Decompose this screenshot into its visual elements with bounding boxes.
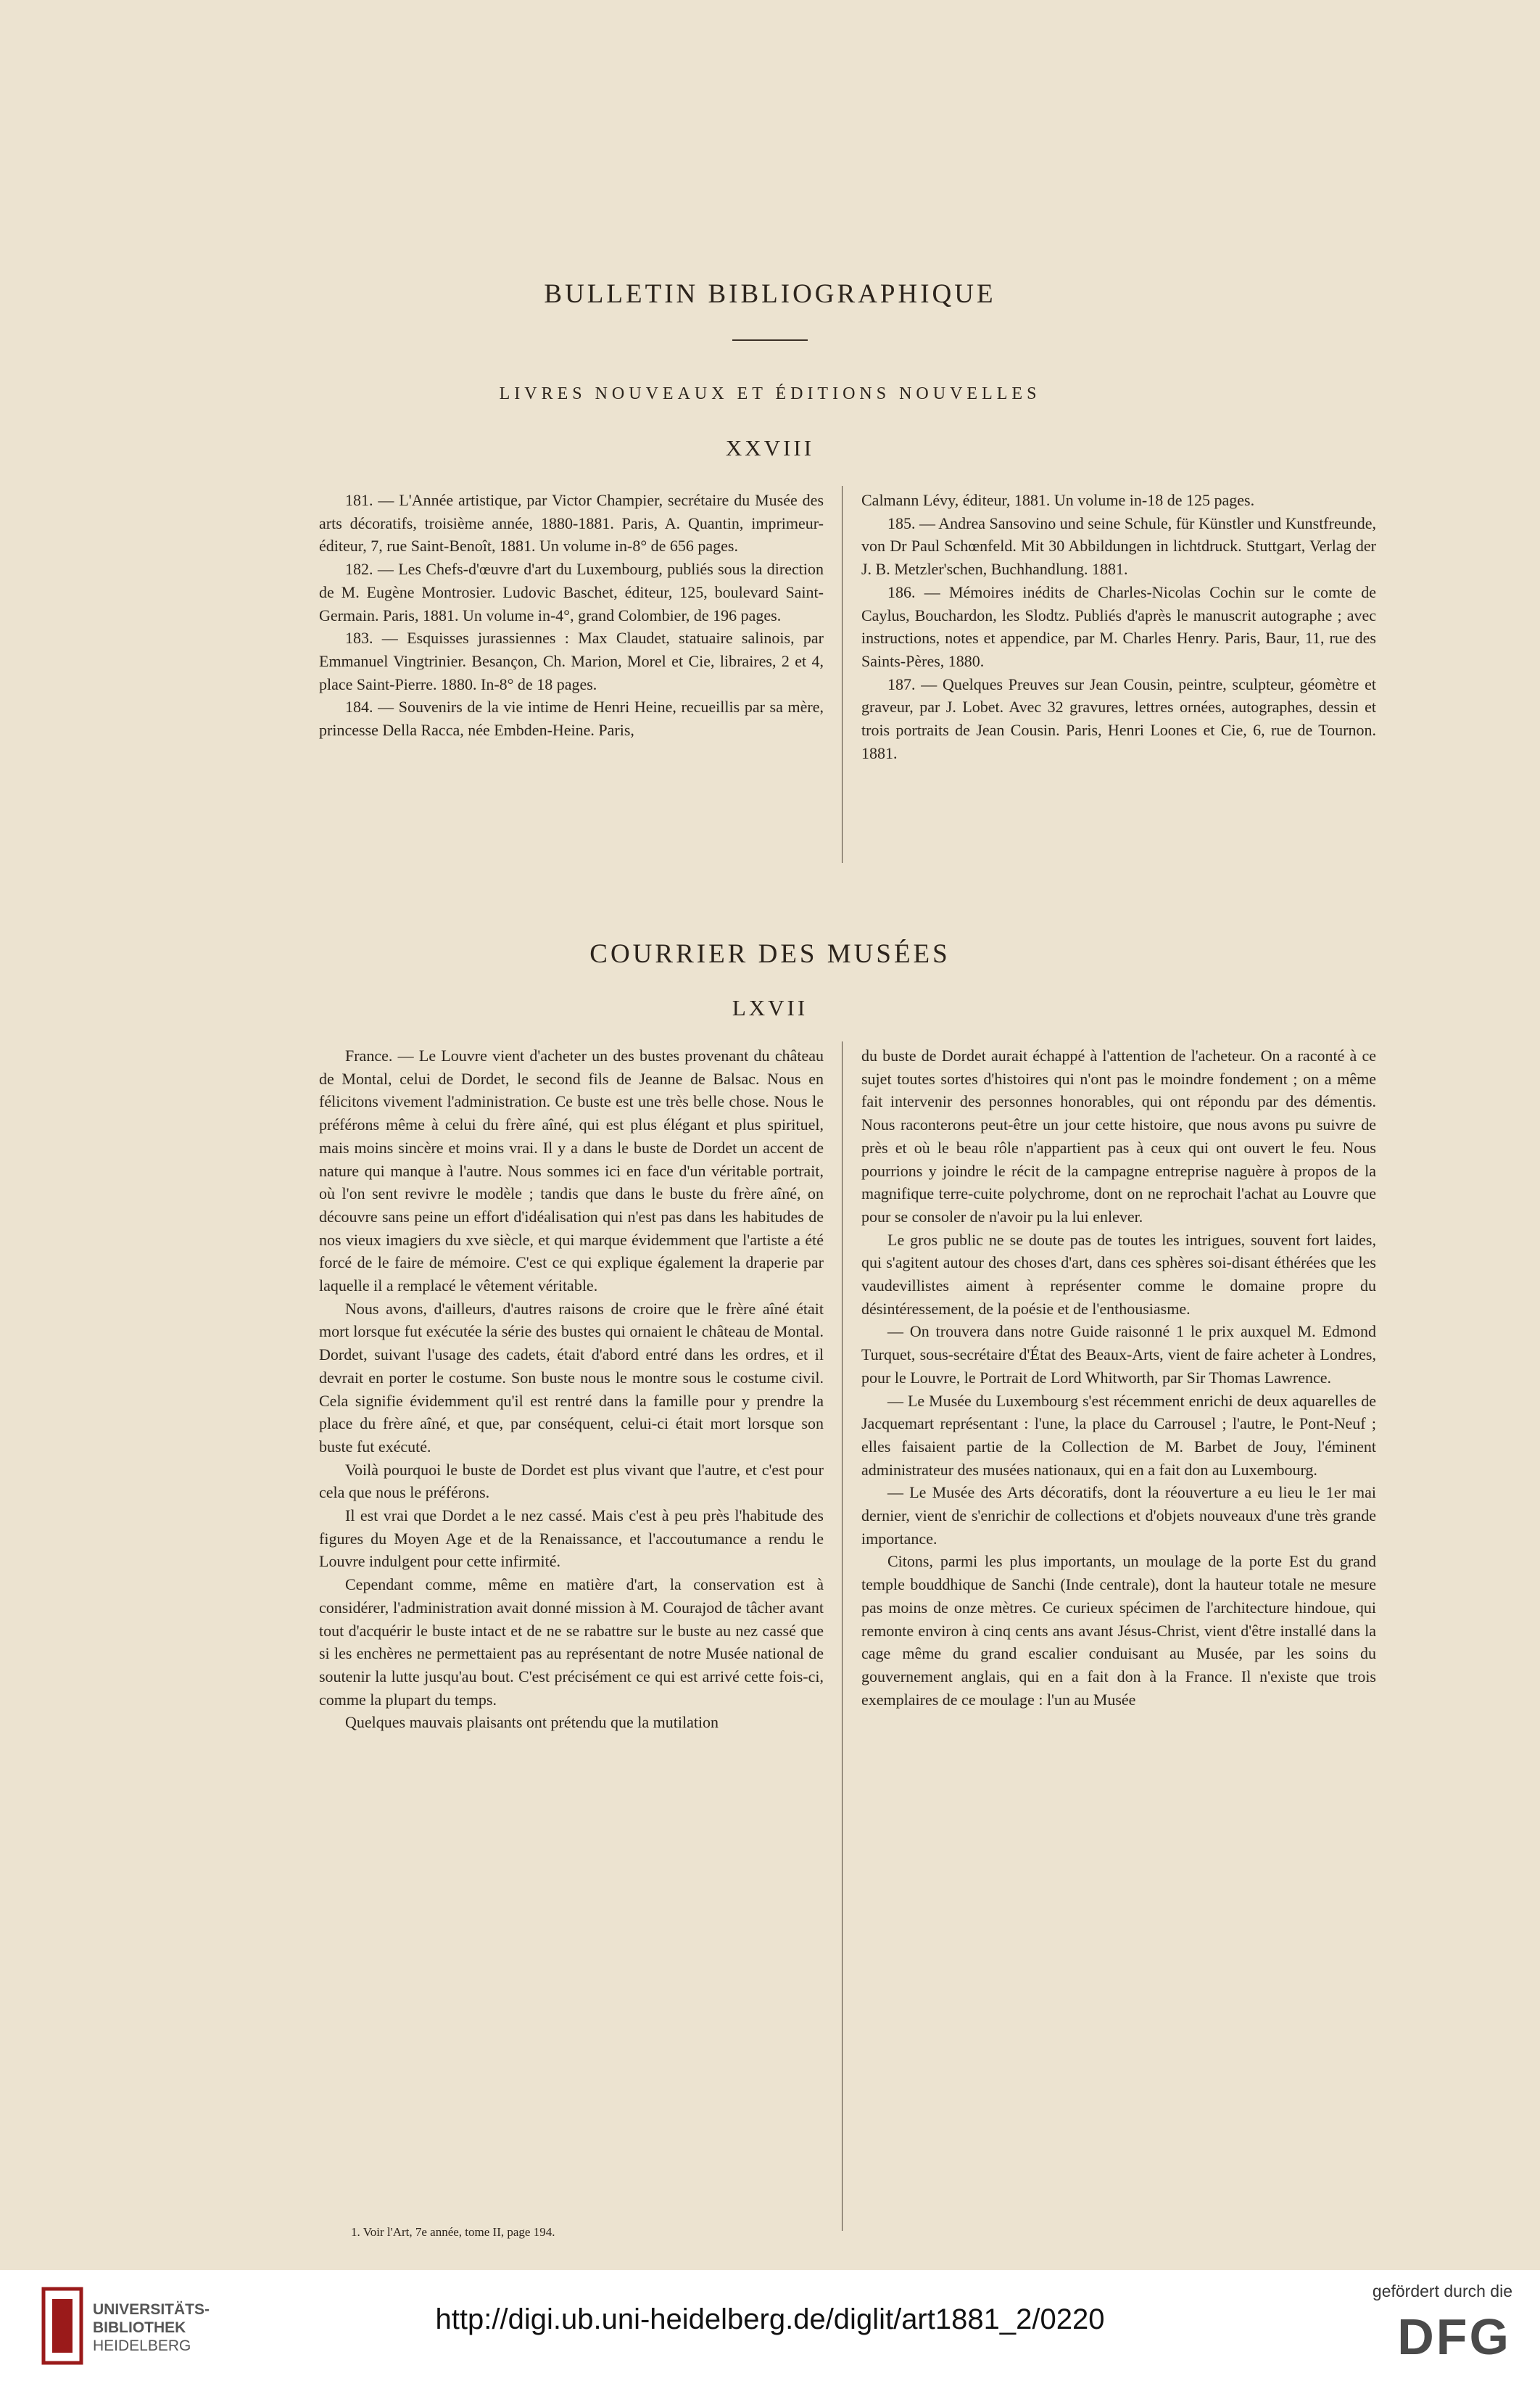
section-number-2: LXVII: [732, 995, 808, 1020]
article-column-left: [319, 1044, 824, 1734]
column-separator: [842, 1041, 843, 2231]
bibliography-column-left: [319, 489, 824, 742]
bib-entry: Calmann Lévy, éditeur, 1881. Un volume in-18 de 125 pages.: [861, 491, 1255, 509]
bibliography-column-right: [861, 489, 1376, 764]
bib-entry: 182. — Les Chefs-d'œuvre d'art du Luxembourg, publiés sous la direction de M. Eugène Montrosier. Ludovic Baschet, éditeur, 125, boulevard Saint-Germain. Paris, 1881. Un volume in-4°, grand Colombier, de 196 pages.: [319, 560, 824, 624]
viewer-footer: [0, 2270, 1540, 2381]
library-logo-text: UNIVERSITÄTS- BIBLIOTHEK HEIDELBERG: [93, 2301, 210, 2354]
bulletin-title: BULLETIN BIBLIOGRAPHIQUE: [544, 279, 996, 309]
article-paragraph: — Le Musée du Luxembourg s'est récemment enrichi de deux aquarelles de Jacquemart représentant : l'une, la place du Carrousel ; l'autre, le Pont-Neuf ; elles faisaient partie de la Collection de M. Barbet de Jouy, l'éminent administrateur des musées nationaux, qui en a fait don au Luxembourg.: [861, 1391, 1376, 1479]
article-paragraph: — On trouvera dans notre Guide raisonné 1 le prix auxquel M. Edmond Turquet, sous-secrétaire d'État des Beaux-Arts, vient de faire acheter à Londres, pour le Louvre, le Portrait de Lord Whitworth, par Sir Thomas Lawrence.: [861, 1322, 1376, 1387]
article-paragraph: Voilà pourquoi le buste de Dordet est plus vivant que l'autre, et c'est pour cela que nous le préférons.: [319, 1460, 824, 1502]
article-paragraph: Citons, parmi les plus importants, un moulage de la porte Est du grand temple bouddhique de Sanchi (Inde centrale), dont la hauteur totale ne mesure pas moins de onze mètres. Ce curieux spécimen de l'architecture hindoue, qui remonte environ à cinq cents ans avant Jésus-Christ, vient d'être installé dans la cage même du grand escalier conduisant au Musée, par les soins du gouvernement anglais, qui en a fait don à la France. Il n'existe que trois exemplaires de ce moulage : l'un au Musée: [861, 1552, 1376, 1709]
article-paragraph: Il est vrai que Dordet a le nez cassé. Mais c'est à peu près l'habitude des figures du Moyen Age et de la Renaissance, et l'accoutumance a rendu le Louvre indulgent pour cette infirmité.: [319, 1506, 824, 1571]
section-title: COURRIER DES MUSÉES: [589, 939, 951, 969]
bulletin-subtitle: LIVRES NOUVEAUX ET ÉDITIONS NOUVELLES: [499, 384, 1041, 403]
column-separator: [842, 486, 843, 863]
bib-entry: 181. — L'Année artistique, par Victor Champier, secrétaire du Musée des arts décoratifs, troisième année, 1880-1881. Paris, A. Quantin, imprimeur-éditeur, 7, rue Saint-Benoît, 1881. Un volume in-8° de 656 pages.: [319, 491, 824, 556]
dfg-logo: DFG: [1397, 2308, 1511, 2365]
article-paragraph: Le gros public ne se doute pas de toutes les intrigues, souvent fort laides, qui s'agitent autour des choses d'art, dans ces sphères soi-disant éthérées que les vaudevillistes aiment à représenter comme le domaine propre du désintéressement, de la poésie et de l'enthousiasme.: [861, 1230, 1376, 1318]
bib-entry: 187. — Quelques Preuves sur Jean Cousin, peintre, sculpteur, géomètre et graveur, par J. Lobet. Avec 32 gravures, lettres ornées, autographes, dessin et trois portraits de Jean Cousin. Paris, Henri Loones et Cie, 6, rue de Tournon. 1881.: [861, 674, 1376, 762]
article-paragraph: France. — Le Louvre vient d'acheter un des bustes provenant du château de Montal, celui de Dordet, le second fils de Jeanne de Balsac. Nous en félicitons vivement l'administration. Ce buste est une très belle chose. Nous le préférons même à celui du frère aîné, qui est plus élégant et plus spirituel, mais moins sincère et moins vrai. Il y a dans le buste de Dordet un accent de nature qui manque à l'autre. Nous sommes ici en face d'un véritable portrait, où l'on sent revivre le modèle ; tandis que dans le buste du frère aîné, on découvre sans peine un effort d'idéalisation qui n'est pas dans les habitudes de nos vieux imagiers du xve siècle, et qui marque évidemment que l'artiste a été forcé de le faire de mémoire. C'est ce qui explique également la draperie par laquelle il a remplacé le vêtement véritable.: [319, 1047, 824, 1295]
bib-entry: 186. — Mémoires inédits de Charles-Nicolas Cochin sur le comte de Caylus, Bouchardon, les Slodtz. Publiés d'après le manuscrit autographe ; avec instructions, notes et appendice, par M. Charles Henry. Paris, Baur, 11, rue des Saints-Pères, 1880.: [861, 582, 1376, 670]
article-column-right: [861, 1044, 1376, 1711]
funding-text: gefördert durch die: [1372, 2282, 1512, 2300]
article-paragraph: Nous avons, d'ailleurs, d'autres raisons de croire que le frère aîné était mort lorsque fut exécutée la série des bustes qui ornaient le château de Montal. Dordet, suivant l'usage des cadets, était d'abord entré dans les ordres, et il devrait en porter le costume. Son buste nous le montre sous le costume civil. Cela signifie évidemment qu'il est rentré dans la famille pour y prendre la place du frère aîné, et que, par conséquent, celui-ci était mort lorsque son buste fut exécuté.: [319, 1299, 824, 1456]
title-rule: [732, 339, 808, 341]
footnote: 1. Voir l'Art, 7e année, tome II, page 194.: [351, 2225, 555, 2239]
article-paragraph: — Le Musée des Arts décoratifs, dont la réouverture a eu lieu le 1er mai dernier, vient de s'enrichir de collections et d'objets nouveaux d'une très grande importance.: [861, 1483, 1376, 1548]
section-number-1: XXVIII: [725, 435, 815, 461]
article-paragraph: Quelques mauvais plaisants ont prétendu que la mutilation: [345, 1713, 719, 1732]
article-paragraph: Cependant comme, même en matière d'art, la conservation est à considérer, l'administration avait donné mission à M. Courajod de tâcher avant tout d'acquérir le buste intact et de ne se rabattre sur le buste au nez cassé que si les enchères ne permettaient pas au représentant de notre Musée national de soutenir la lutte jusqu'au bout. C'est précisément ce qui est arrivé cette fois-ci, comme la plupart du temps.: [319, 1575, 824, 1709]
document-url-link[interactable]: http://digi.ub.uni-heidelberg.de/diglit/art1881_2/0220: [435, 2303, 1105, 2335]
bib-entry: 185. — Andrea Sansovino und seine Schule, für Künstler und Kunstfreunde, von Dr Paul Schœnfeld. Mit 30 Abbildungen in lichtdruck. Stuttgart, Verlag der J. B. Metzler'schen, Buchhandlung. 1881.: [861, 513, 1376, 579]
article-paragraph: du buste de Dordet aurait échappé à l'attention de l'acheteur. On a raconté à ce sujet toutes sortes d'histoires qui n'ont pas le moindre fondement ; on a même fait intervenir des personnes honorables, qui ont répondu par des démentis. Nous raconterons peut-être un jour cette histoire, que nous avons pu suivre de près et où le beau rôle n'appartient pas à ceux qui ont ouvert le feu. Nous pourrions y joindre le récit de la campagne entreprise naguère à propos de la magnifique terre-cuite polychrome, dont on ne reprochait l'achat au Louvre que pour se consoler de n'avoir pu la lui enlever.: [861, 1047, 1376, 1226]
bib-entry: 184. — Souvenirs de la vie intime de Henri Heine, recueillis par sa mère, princesse Della Racca, née Embden-Heine. Paris,: [319, 698, 824, 740]
bib-entry: 183. — Esquisses jurassiennes : Max Claudet, statuaire salinois, par Emmanuel Vingtrinier. Besançon, Ch. Marion, Morel et Cie, libraires, 2 et 4, place Saint-Pierre. 1880. In-8° de 18 pages.: [319, 629, 824, 693]
